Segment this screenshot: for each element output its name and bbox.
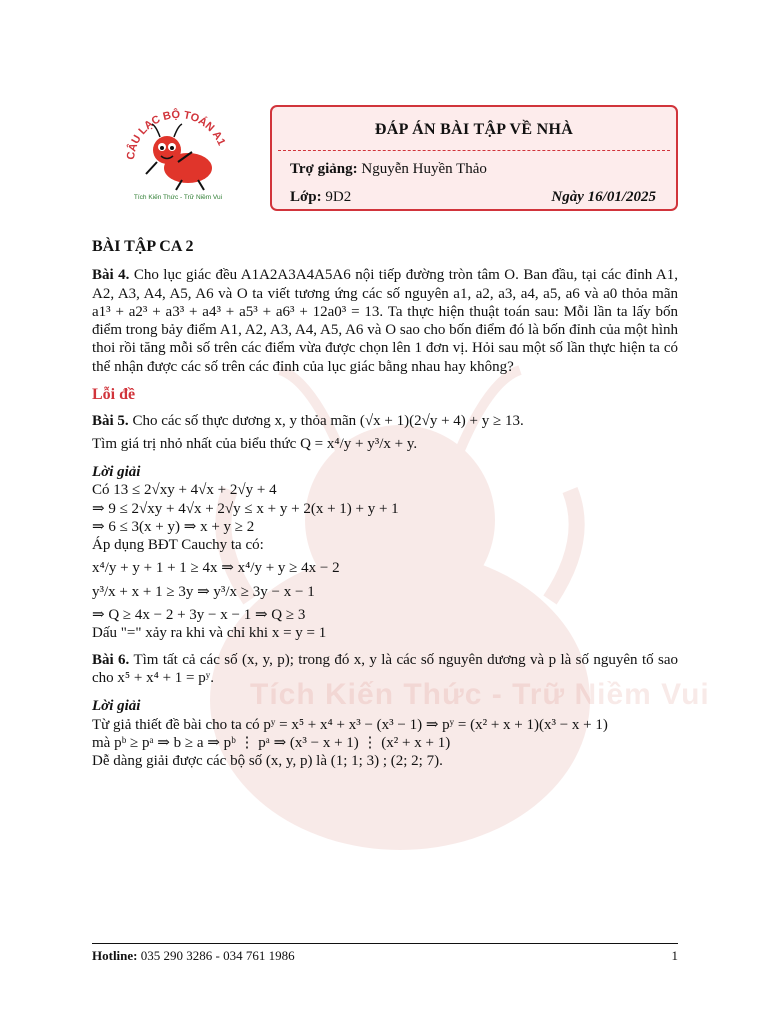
p6-step: mà pᵇ ≥ pᵃ ⇒ b ≥ a ⇒ pᵇ ⋮ pᵃ ⇒ (x³ − x + 1) ⋮ (x² + x + 1): [92, 734, 451, 751]
p5-step: ⇒ 9 ≤ 2√xy + 4√x + 2√y ≤ x + y + 2(x + 1) + y + 1: [92, 500, 399, 517]
section-title: BÀI TẬP CA 2: [92, 238, 194, 255]
class-label: Lớp:: [290, 189, 322, 205]
p5-step: ⇒ 6 ≤ 3(x + y) ⇒ x + y ≥ 2: [92, 518, 255, 535]
date: Ngày 16/01/2025: [551, 189, 656, 205]
problem-4-label: Bài 4.: [92, 267, 130, 284]
class-value: 9D2: [325, 189, 352, 205]
p6-step: Dễ dàng giải được các bộ số (x, y, p) là (1; 1; 3) ; (2; 2; 7).: [92, 753, 443, 770]
problem-6-statement: Tìm tất cả các số (x, y, p); trong đó x, y là các số nguyên dương và p là số nguyên tố sao cho x⁵ + x⁴ + 1 = pʸ.: [92, 651, 678, 686]
page-number: 1: [671, 948, 678, 963]
p5-step: Dấu "=" xảy ra khi và chỉ khi x = y = 1: [92, 625, 327, 642]
hotline-value: 035 290 3286 - 034 761 1986: [140, 948, 295, 963]
ta-label: Trợ giảng:: [290, 161, 358, 177]
p6-step: Từ giả thiết đề bài cho ta có pʸ = x⁵ + x⁴ + x³ − (x³ − 1) ⇒ pʸ = (x² + x + 1)(x³ − x + 1): [92, 716, 608, 733]
problem-5-solution-title: Lời giải: [92, 463, 141, 480]
problem-4-text: Cho lục giác đều A1A2A3A4A5A6 nội tiếp đường tròn tâm O. Ban đầu, tại các đỉnh A1, A2, A3, A4, A5, A6 và O ta viết tương ứng các số nguyên a1, a2, a3, a4, a5, a6 và a0 thỏa mãn a1³ + a2³ + a3³ + a4³ + a5³ + a6³ + 12a0³ = 13. Ta thực hiện thuật toán sau: Mỗi lần ta lấy bốn điểm trong bảy điểm A1, A2, A3, A4, A5, A6 và O sao cho bốn điểm đó là bốn đỉnh của một hình thoi rồi tăng mỗi số trên các điểm vừa được chọn lên 1 đơn vị. Hỏi sau một số lần thực hiện ta có thể nhận được các số trên các đỉnh của lục giác bằng nhau hay không?: [92, 267, 678, 375]
logo-text-top: CÂU LẠC BỘ TOÁN A1: [124, 108, 228, 161]
page-title: ĐÁP ÁN BÀI TẬP VỀ NHÀ: [374, 121, 574, 138]
problem-6-label: Bài 6.: [92, 651, 130, 668]
problem-5: [92, 412, 678, 430]
hotline-label: Hotline:: [92, 948, 138, 963]
problem-6: [92, 651, 678, 688]
class-info: [290, 189, 351, 206]
p5-step: x⁴/y + y + 1 + 1 ≥ 4x ⇒ x⁴/y + y ≥ 4x − 2: [92, 560, 340, 577]
problem-5-statement: Cho các số thực dương x, y thỏa mãn (√x + 1)(2√y + 4) + y ≥ 13.: [132, 413, 524, 430]
watermark-slogan: Tích Kiến Thức - Trữ Niềm Vui: [250, 678, 710, 711]
footer: [92, 948, 678, 964]
logo-text-bottom: Tích Kiến Thức - Trữ Niềm Vui: [133, 194, 223, 201]
problem-4: [92, 266, 678, 376]
header-box: [270, 105, 678, 211]
problem-5-label: Bài 5.: [92, 413, 129, 430]
ta-name: Nguyễn Huyền Thảo: [361, 161, 487, 177]
p5-step: Áp dụng BĐT Cauchy ta có:: [92, 537, 264, 554]
header-divider: [278, 150, 670, 151]
main-content: [92, 238, 678, 770]
p5-step: y³/x + x + 1 ≥ 3y ⇒ y³/x ≥ 3y − x − 1: [92, 583, 315, 600]
teaching-assistant: [290, 161, 487, 178]
problem-5-question: Tìm giá trị nhỏ nhất của biểu thức Q = x⁴/y + y³/x + y.: [92, 435, 418, 452]
p5-step: Có 13 ≤ 2√xy + 4√x + 2√y + 4: [92, 482, 277, 499]
club-logo: [112, 100, 244, 210]
error-note: Lỗi đề: [92, 386, 136, 404]
footer-rule: [92, 943, 678, 944]
p5-step: ⇒ Q ≥ 4x − 2 + 3y − x − 1 ⇒ Q ≥ 3: [92, 607, 306, 624]
problem-6-solution-title: Lời giải: [92, 698, 141, 715]
